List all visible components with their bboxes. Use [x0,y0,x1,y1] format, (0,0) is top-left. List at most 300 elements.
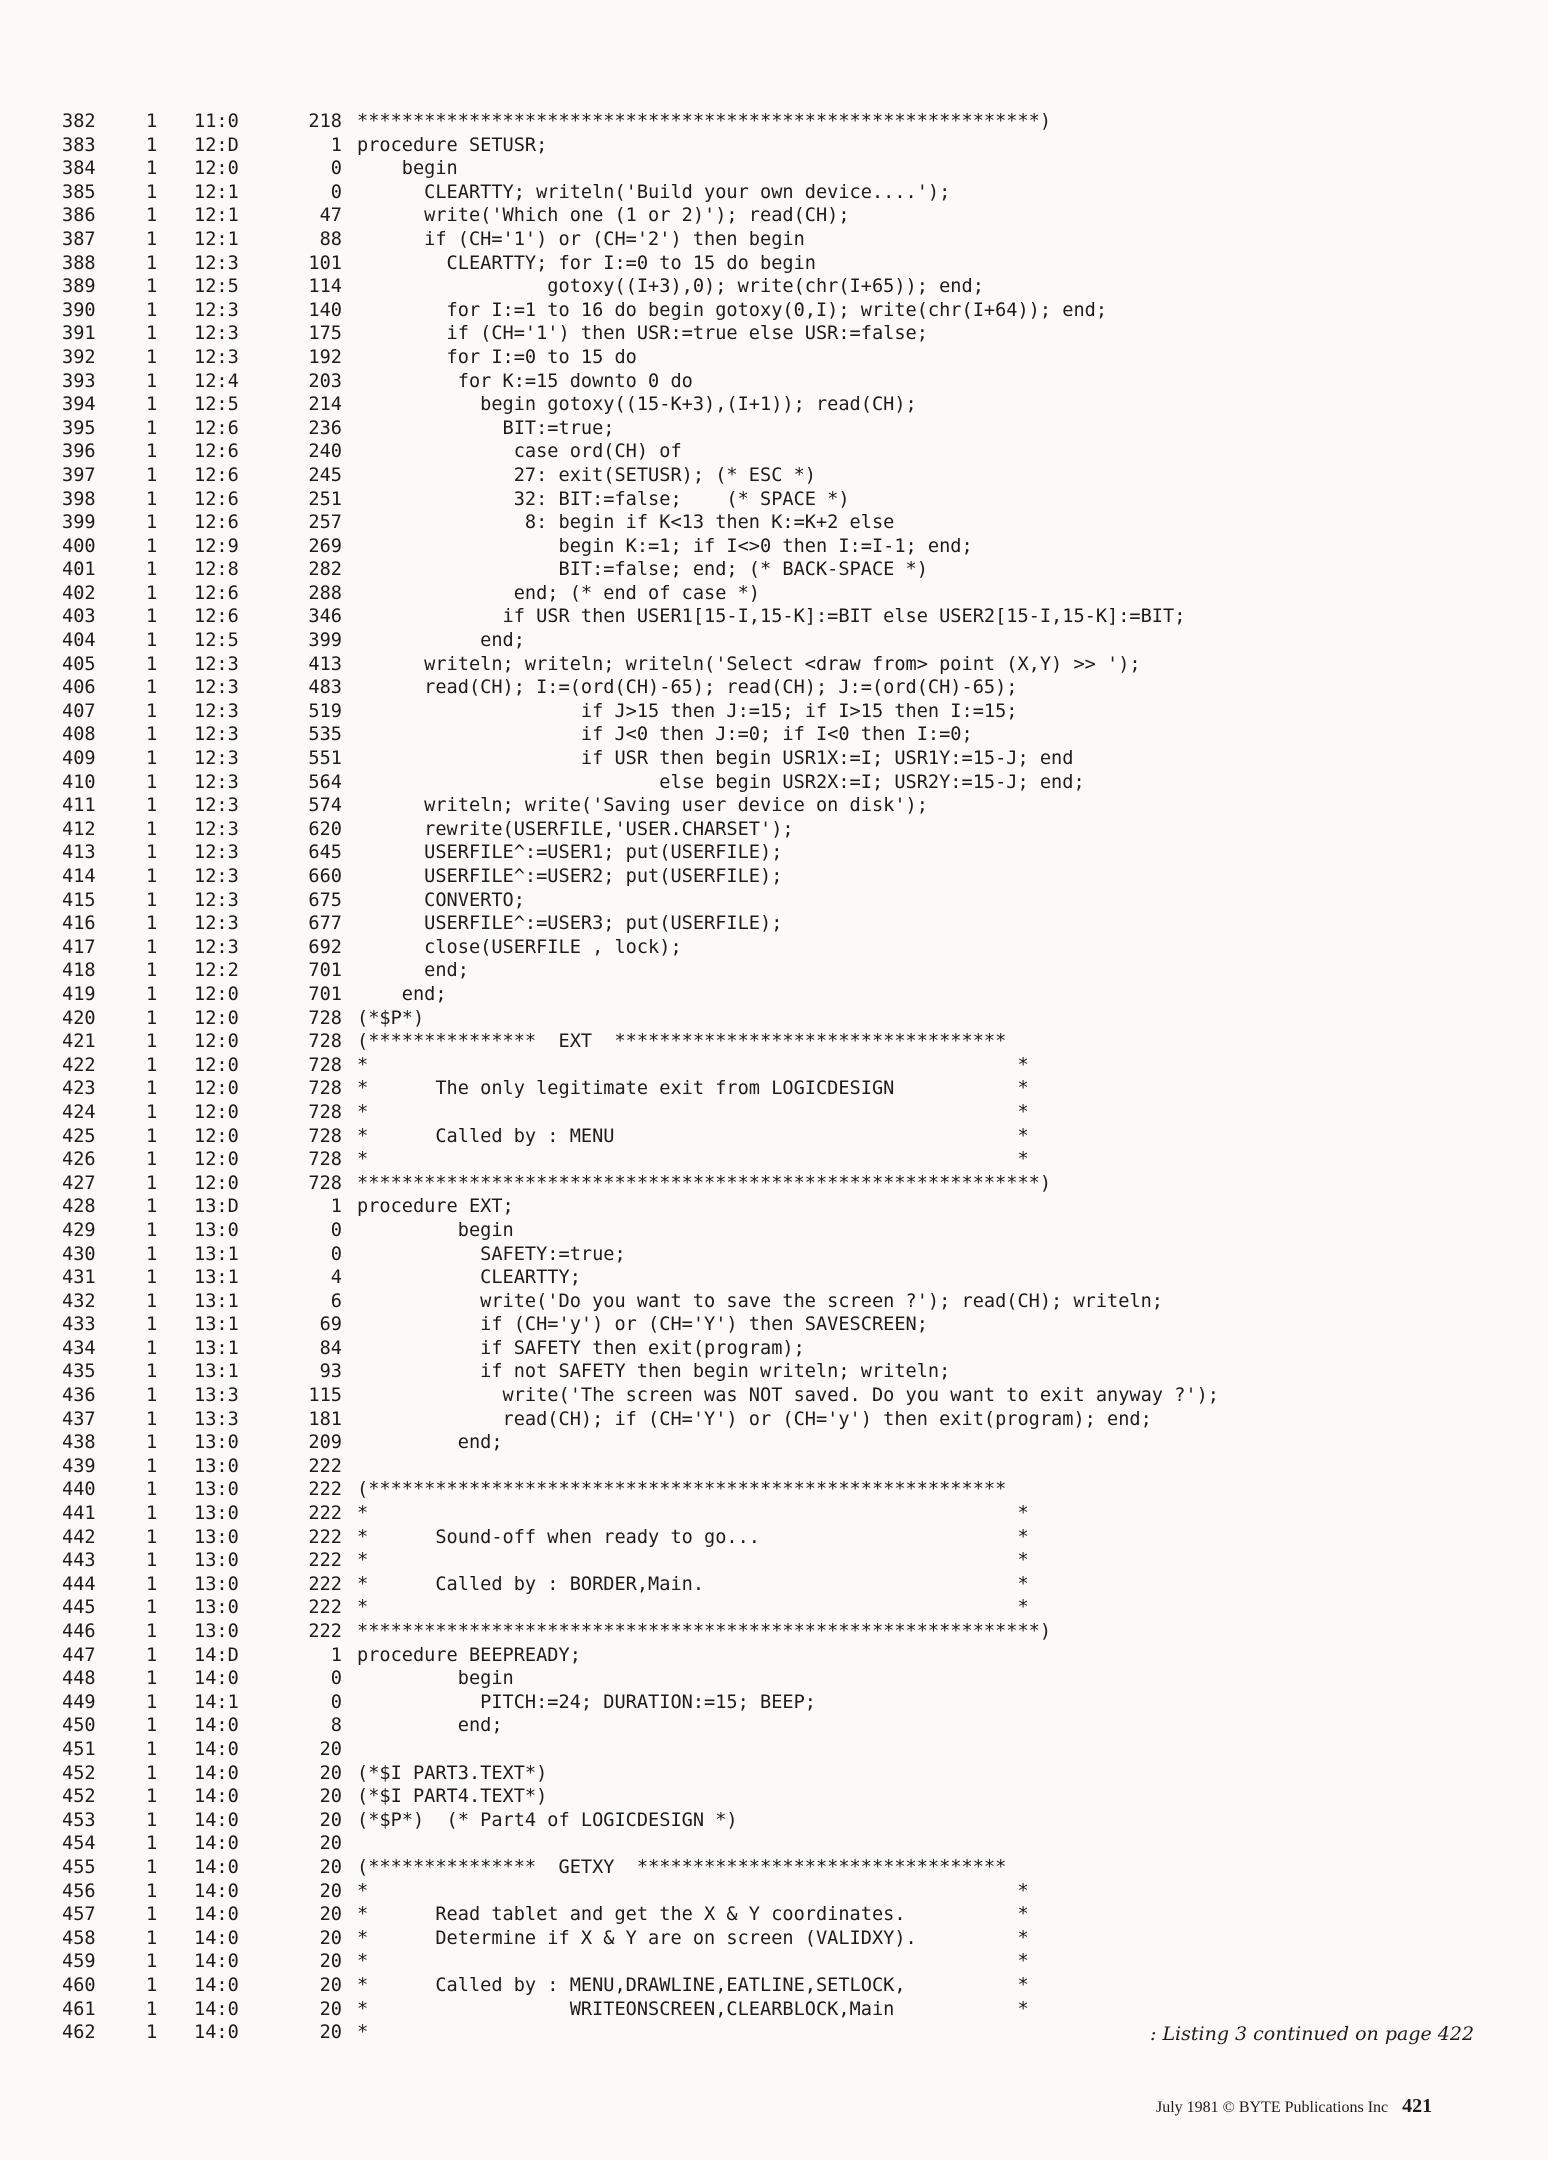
listing-line [62,1998,1502,2022]
block-counter: 13:3 [194,1408,239,1430]
listing-line [62,204,1502,228]
block-counter: 13:0 [194,1621,239,1642]
nesting-level: 1 [146,1196,158,1218]
nesting-level: 1 [146,252,158,274]
line-number: 395 [62,417,96,439]
block-counter: 12:3 [194,323,239,345]
line-number: 428 [62,1196,96,1218]
line-number: 409 [62,748,96,770]
code-offset: 20 [319,1762,342,1784]
code-offset: 701 [308,983,342,1005]
source-code: case ord(CH) of [357,441,682,463]
nesting-level: 1 [146,1904,158,1926]
code-offset: 114 [308,276,342,298]
nesting-level: 1 [146,1668,158,1690]
source-code: CONVERTO; [357,889,525,911]
nesting-level: 1 [146,1597,158,1619]
nesting-level: 1 [146,464,158,486]
code-offset: 6 [330,1290,342,1312]
source-code: * Called by : MENU,DRAWLINE,EATLINE,SETLOCK, * [357,1974,1029,1996]
listing-line [62,157,1502,181]
nesting-level: 1 [146,1856,158,1878]
page-footer [1156,2095,1432,2118]
source-code: * * [357,1054,1029,1076]
line-number: 385 [62,181,96,203]
line-number: 436 [62,1385,96,1407]
line-number: 420 [62,1007,96,1029]
source-code: begin [357,1219,514,1241]
listing-line [62,110,1502,134]
source-code: BIT:=true; [357,417,615,439]
listing-line [62,1337,1502,1361]
code-offset: 399 [308,630,342,652]
nesting-level: 1 [146,205,158,227]
block-counter: 11:0 [194,111,239,132]
nesting-level: 1 [146,1479,158,1501]
block-counter: 13:1 [194,1361,239,1383]
source-code: USERFILE^:=USER2; put(USERFILE); [357,866,783,887]
line-number: 451 [62,1738,96,1760]
listing-line [62,700,1502,724]
source-code: write('The screen was NOT saved. Do you want to exit anyway ?'); [357,1385,1219,1407]
source-code: if (CH='y') or (CH='Y') then SAVESCREEN; [357,1314,928,1336]
block-counter: 12:5 [194,394,239,416]
listing-line [62,912,1502,936]
line-number: 459 [62,1951,96,1973]
source-code: read(CH); I:=(ord(CH)-65); read(CH); J:=(ord(CH)-65); [357,677,1018,699]
nesting-level: 1 [146,771,158,793]
code-offset: 0 [330,181,342,203]
listing-line [62,511,1502,535]
block-counter: 13:0 [194,1597,239,1619]
block-counter: 13:0 [194,1503,239,1525]
code-offset: 620 [308,818,342,840]
nesting-level: 1 [146,394,158,416]
listing-line [62,181,1502,205]
line-number: 445 [62,1597,96,1619]
code-offset: 692 [308,936,342,958]
listing-line [62,1738,1502,1762]
source-code: begin [357,1668,514,1690]
block-counter: 12:0 [194,1007,239,1029]
block-counter: 12:0 [194,1172,239,1194]
line-number: 433 [62,1314,96,1336]
line-number: 430 [62,1243,96,1265]
nesting-level: 1 [146,1314,158,1336]
line-number: 455 [62,1856,96,1878]
nesting-level: 1 [146,2022,158,2044]
listing-line [62,228,1502,252]
source-code: if USR then begin USR1X:=I; USR1Y:=15-J; end [357,748,1074,770]
source-code: writeln; writeln; writeln('Select <draw from> point (X,Y) >> '); [357,653,1141,675]
source-code: * * [357,1880,1029,1902]
code-offset: 675 [308,889,342,911]
block-counter: 12:3 [194,818,239,840]
line-number: 437 [62,1408,96,1430]
listing-line [62,1667,1502,1691]
listing-line [62,1502,1502,1526]
listing-line [62,1030,1502,1054]
listing-line [62,1455,1502,1479]
listing-line [62,1290,1502,1314]
source-code: * Read tablet and get the X & Y coordinates. * [357,1904,1029,1926]
listing-line [62,983,1502,1007]
block-counter: 14:0 [194,1856,239,1878]
source-code: 8: begin if K<13 then K:=K+2 else [357,512,895,534]
nesting-level: 1 [146,1172,158,1194]
block-counter: 14:0 [194,1786,239,1808]
nesting-level: 1 [146,228,158,250]
code-offset: 282 [308,559,342,581]
code-offset: 236 [308,417,342,439]
code-offset: 222 [308,1479,342,1501]
source-code: 27: exit(SETUSR); (* ESC *) [357,464,816,486]
line-number: 426 [62,1149,96,1171]
code-offset: 1 [330,1644,342,1666]
nesting-level: 1 [146,512,158,534]
nesting-level: 1 [146,535,158,557]
source-code: procedure EXT; [357,1196,514,1218]
line-number: 388 [62,252,96,274]
code-offset: 209 [308,1432,342,1454]
listing-line [62,370,1502,394]
listing-line [62,1313,1502,1337]
block-counter: 14:0 [194,1880,239,1902]
nesting-level: 1 [146,1644,158,1666]
code-offset: 0 [330,1243,342,1265]
line-number: 444 [62,1573,96,1595]
source-code: * * [357,1149,1029,1171]
block-counter: 12:3 [194,795,239,817]
line-number: 419 [62,983,96,1005]
code-offset: 564 [308,771,342,793]
line-number: 422 [62,1054,96,1076]
listing-line [62,1431,1502,1455]
nesting-level: 1 [146,983,158,1005]
code-offset: 20 [319,1998,342,2020]
source-code: * WRITEONSCREEN,CLEARBLOCK,Main * [357,1998,1029,2020]
block-counter: 14:0 [194,1762,239,1784]
code-offset: 20 [319,1880,342,1902]
line-number: 382 [62,111,96,132]
listing-line [62,1950,1502,1974]
code-offset: 240 [308,441,342,463]
line-number: 401 [62,559,96,581]
line-number: 442 [62,1526,96,1548]
block-counter: 12:6 [194,606,239,628]
listing-line [62,488,1502,512]
listing-line [62,582,1502,606]
code-offset: 269 [308,535,342,557]
code-offset: 677 [308,913,342,935]
code-offset: 519 [308,700,342,722]
code-offset: 192 [308,346,342,368]
source-code: write('Do you want to save the screen ?'); read(CH); writeln; [357,1290,1163,1312]
source-code: if (CH='1') or (CH='2') then begin [357,228,805,250]
block-counter: 12:6 [194,441,239,463]
source-code: writeln; write('Saving user device on disk'); [357,795,928,817]
code-offset: 245 [308,464,342,486]
nesting-level: 1 [146,795,158,817]
code-offset: 140 [308,299,342,321]
nesting-level: 1 [146,1432,158,1454]
line-number: 421 [62,1031,96,1053]
source-code: CLEARTTY; for I:=0 to 15 do begin [357,252,816,274]
code-offset: 728 [308,1031,342,1053]
listing-line [62,771,1502,795]
code-offset: 101 [308,252,342,274]
nesting-level: 1 [146,1998,158,2020]
block-counter: 12:3 [194,889,239,911]
source-code: if (CH='1') then USR:=true else USR:=false; [357,323,928,345]
nesting-level: 1 [146,1149,158,1171]
source-code: procedure BEEPREADY; [357,1644,581,1666]
nesting-level: 1 [146,889,158,911]
line-number: 446 [62,1621,96,1642]
nesting-level: 1 [146,1786,158,1808]
listing-line [62,1408,1502,1432]
nesting-level: 1 [146,677,158,699]
block-counter: 12:6 [194,488,239,510]
listing-line [62,346,1502,370]
block-counter: 13:1 [194,1267,239,1289]
code-offset: 0 [330,1668,342,1690]
nesting-level: 1 [146,724,158,746]
source-code: (********************************************************* [357,1479,1007,1501]
line-number: 389 [62,276,96,298]
listing-line [62,535,1502,559]
nesting-level: 1 [146,866,158,887]
line-number: 429 [62,1219,96,1241]
code-offset: 0 [330,1219,342,1241]
listing-line [62,252,1502,276]
block-counter: 12:0 [194,1054,239,1076]
source-code: else begin USR2X:=I; USR2Y:=15-J; end; [357,771,1085,793]
source-code: (*$P*) (* Part4 of LOGICDESIGN *) [357,1809,738,1831]
block-counter: 12:1 [194,205,239,227]
listing-line [62,1007,1502,1031]
line-number: 456 [62,1880,96,1902]
code-offset: 660 [308,866,342,887]
nesting-level: 1 [146,842,158,864]
block-counter: 14:D [194,1644,239,1666]
block-counter: 12:3 [194,842,239,864]
nesting-level: 1 [146,111,158,132]
source-code: *************************************************************) [357,1621,1052,1642]
listing-line [62,1903,1502,1927]
line-number: 398 [62,488,96,510]
nesting-level: 1 [146,1927,158,1949]
block-counter: 12:8 [194,559,239,581]
source-code: *************************************************************) [357,111,1052,132]
line-number: 397 [62,464,96,486]
listing-line [62,1172,1502,1196]
source-code: procedure SETUSR; [357,134,548,156]
listing-line [62,1360,1502,1384]
source-code: gotoxy((I+3),0); write(chr(I+65)); end; [357,276,984,298]
line-number: 447 [62,1644,96,1666]
block-counter: 12:3 [194,700,239,722]
source-code: end; [357,630,525,652]
source-code: write('Which one (1 or 2)'); read(CH); [357,205,850,227]
code-offset: 20 [319,1974,342,1996]
block-counter: 13:1 [194,1243,239,1265]
nesting-level: 1 [146,606,158,628]
code-offset: 222 [308,1550,342,1572]
nesting-level: 1 [146,488,158,510]
code-offset: 551 [308,748,342,770]
nesting-level: 1 [146,700,158,722]
nesting-level: 1 [146,299,158,321]
code-offset: 218 [308,111,342,132]
listing-line [62,1101,1502,1125]
block-counter: 13:1 [194,1290,239,1312]
nesting-level: 1 [146,1243,158,1265]
line-number: 408 [62,724,96,746]
block-counter: 12:1 [194,181,239,203]
nesting-level: 1 [146,582,158,604]
listing-line [62,1478,1502,1502]
nesting-level: 1 [146,936,158,958]
source-code: end; [357,1715,503,1737]
block-counter: 12:0 [194,1078,239,1100]
source-code: for I:=0 to 15 do [357,346,637,368]
block-counter: 12:6 [194,512,239,534]
listing-line [62,723,1502,747]
line-number: 415 [62,889,96,911]
line-number: 417 [62,936,96,958]
nesting-level: 1 [146,1219,158,1241]
code-offset: 20 [319,1786,342,1808]
line-number: 399 [62,512,96,534]
listing-line [62,275,1502,299]
block-counter: 12:2 [194,960,239,982]
block-counter: 14:0 [194,1998,239,2020]
nesting-level: 1 [146,1809,158,1831]
line-number: 448 [62,1668,96,1690]
source-code: 32: BIT:=false; (* SPACE *) [357,488,850,510]
line-number: 454 [62,1833,96,1855]
code-offset: 20 [319,1833,342,1855]
listing-line [62,1785,1502,1809]
source-code: begin [357,158,458,180]
block-counter: 14:0 [194,1738,239,1760]
listing-line [62,1927,1502,1951]
source-code: * Called by : BORDER,Main. * [357,1573,1029,1595]
code-offset: 8 [330,1715,342,1737]
source-code: * * [357,1597,1029,1619]
line-number: 452 [62,1762,96,1784]
source-code: (*$I PART4.TEXT*) [357,1786,548,1808]
listing-line [62,1809,1502,1833]
listing-line [62,676,1502,700]
block-counter: 13:1 [194,1314,239,1336]
block-counter: 12:5 [194,630,239,652]
line-number: 439 [62,1455,96,1477]
code-offset: 214 [308,394,342,416]
code-offset: 413 [308,653,342,675]
block-counter: 14:0 [194,1833,239,1855]
source-code: begin K:=1; if I<>0 then I:=I-1; end; [357,535,973,557]
code-offset: 4 [330,1267,342,1289]
source-code: (*************** GETXY ********************************* [357,1856,1007,1878]
code-offset: 728 [308,1078,342,1100]
line-number: 410 [62,771,96,793]
source-code: read(CH); if (CH='Y') or (CH='y') then exit(program); end; [357,1408,1152,1430]
block-counter: 13:0 [194,1219,239,1241]
listing-line [62,417,1502,441]
line-number: 394 [62,394,96,416]
source-code: * Sound-off when ready to go... * [357,1526,1029,1548]
listing-line [62,1691,1502,1715]
nesting-level: 1 [146,181,158,203]
block-counter: 14:0 [194,1927,239,1949]
source-code: end; [357,983,447,1005]
code-offset: 20 [319,1809,342,1831]
line-number: 414 [62,866,96,887]
block-counter: 14:0 [194,1904,239,1926]
listing-line [62,299,1502,323]
line-number: 457 [62,1904,96,1926]
page-number: 421 [1402,2095,1433,2117]
line-number: 406 [62,677,96,699]
listing-line [62,936,1502,960]
line-number: 387 [62,228,96,250]
block-counter: 12:6 [194,417,239,439]
source-code: *************************************************************) [357,1172,1052,1194]
line-number: 453 [62,1809,96,1831]
listing-line [62,1148,1502,1172]
source-code: * The only legitimate exit from LOGICDESIGN * [357,1078,1029,1100]
listing-line [62,1125,1502,1149]
line-number: 416 [62,913,96,935]
source-code: * * [357,1550,1029,1572]
listing-line [62,629,1502,653]
nesting-level: 1 [146,276,158,298]
code-offset: 0 [330,158,342,180]
source-code: CLEARTTY; [357,1267,581,1289]
line-number: 404 [62,630,96,652]
block-counter: 12:0 [194,1125,239,1147]
nesting-level: 1 [146,323,158,345]
code-offset: 1 [330,134,342,156]
nesting-level: 1 [146,134,158,156]
line-number: 434 [62,1337,96,1359]
block-counter: 14:0 [194,1951,239,1973]
nesting-level: 1 [146,441,158,463]
block-counter: 14:0 [194,1974,239,1996]
listing-line [62,653,1502,677]
listing-line [62,1880,1502,1904]
block-counter: 12:3 [194,299,239,321]
line-number: 438 [62,1432,96,1454]
block-counter: 12:6 [194,582,239,604]
listing-line [62,1644,1502,1668]
code-offset: 0 [330,1691,342,1713]
code-offset: 728 [308,1125,342,1147]
listing-line [62,1856,1502,1880]
nesting-level: 1 [146,653,158,675]
nesting-level: 1 [146,370,158,392]
line-number: 403 [62,606,96,628]
code-offset: 20 [319,1738,342,1760]
block-counter: 14:0 [194,2022,239,2044]
code-offset: 88 [319,228,342,250]
listing-line [62,322,1502,346]
line-number: 405 [62,653,96,675]
block-counter: 12:1 [194,228,239,250]
line-number: 441 [62,1503,96,1525]
